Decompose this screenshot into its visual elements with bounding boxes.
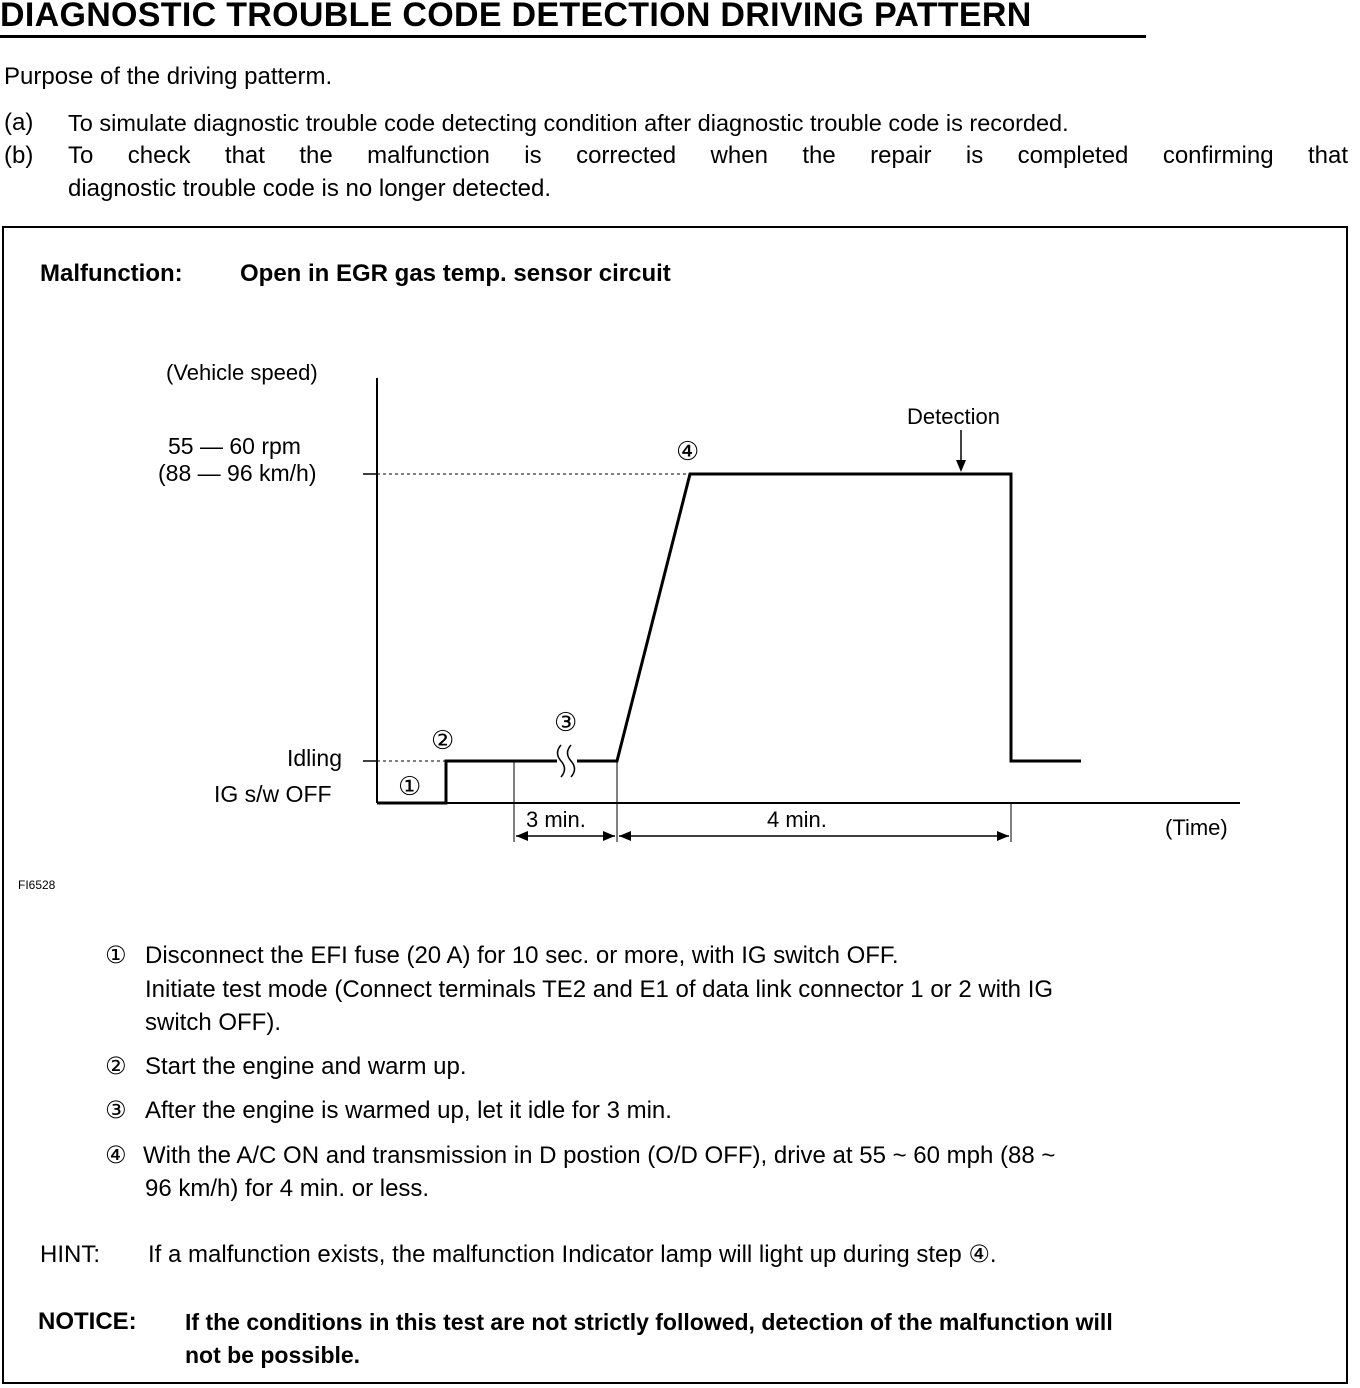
detection-label: Detection: [907, 404, 1000, 429]
notice-label: NOTICE:: [38, 1308, 137, 1335]
step-3-line1: After the engine is warmed up, let it idle for 3 min.: [145, 1097, 672, 1124]
step-2-number: ②: [105, 1053, 127, 1080]
level-off-label: IG s/w OFF: [214, 781, 332, 807]
malfunction-value: Open in EGR gas temp. sensor circuit: [240, 260, 671, 287]
step-4-line1: With the A/C ON and transmission in D postion (O/D OFF), drive at 55 ~ 60 mph (88 ~: [143, 1142, 1056, 1169]
speed-trace-2: [577, 474, 1081, 761]
step-marker-4: ④: [676, 436, 700, 466]
step-3-number: ③: [105, 1097, 127, 1124]
step-marker-3: ③: [554, 707, 578, 737]
hint-text: If a malfunction exists, the malfunction Indicator lamp will light up during step ④.: [148, 1241, 997, 1268]
figure-id: FI6528: [18, 878, 56, 892]
step-2-line1: Start the engine and warm up.: [145, 1053, 467, 1080]
step-4-number: ④: [105, 1142, 127, 1169]
step-1-number: ①: [105, 942, 127, 969]
step-marker-2: ②: [431, 725, 455, 755]
step-marker-1: ①: [398, 771, 422, 801]
level-idling-label: Idling: [287, 745, 342, 771]
item-a-text: To simulate diagnostic trouble code detecting condition after diagnostic trouble code is recorded.: [68, 110, 1069, 136]
malfunction-label: Malfunction:: [40, 260, 183, 287]
detection-arrow-head: [956, 460, 966, 472]
item-a-marker: (a): [4, 109, 34, 136]
purpose-heading: Purpose of the driving patterm.: [4, 63, 333, 90]
time-break-mark-2: [568, 745, 575, 777]
duration-4min-label: 4 min.: [767, 807, 827, 832]
level-high-label-line2: (88 — 96 km/h): [158, 460, 317, 486]
hint-label: HINT:: [40, 1241, 100, 1268]
item-b-text-line2: diagnostic trouble code is no longer detected.: [68, 175, 551, 202]
step-4-line2: 96 km/h) for 4 min. or less.: [145, 1175, 430, 1202]
page-title: DIAGNOSTIC TROUBLE CODE DETECTION DRIVING PATTERN: [0, 0, 1032, 34]
item-b-text-line1: To check that the malfunction is corrected when the repair is completed confirming that: [68, 142, 1348, 169]
item-b-marker: (b): [4, 142, 34, 169]
level-high-label-line1: 55 — 60 rpm: [168, 433, 301, 459]
step-1-line1: Disconnect the EFI fuse (20 A) for 10 sec. or more, with IG switch OFF.: [145, 942, 899, 969]
time-break-mark: [558, 745, 565, 777]
dim-4min-arrow-left: [619, 831, 631, 841]
notice-line1: If the conditions in this test are not strictly followed, detection of the malfunction will: [185, 1309, 1113, 1335]
dim-3min-arrow-left: [516, 831, 528, 841]
step-1-line2: Initiate test mode (Connect terminals TE2 and E1 of data link connector 1 or 2 with IG: [145, 976, 1054, 1003]
duration-3min-label: 3 min.: [526, 807, 586, 832]
y-axis-label: (Vehicle speed): [166, 360, 318, 385]
step-1-line3: switch OFF).: [145, 1009, 281, 1036]
dim-4min-arrow-right: [997, 831, 1009, 841]
notice-line2: not be possible.: [185, 1342, 361, 1368]
x-axis-label: (Time): [1165, 815, 1228, 840]
dim-3min-arrow-right: [603, 831, 615, 841]
